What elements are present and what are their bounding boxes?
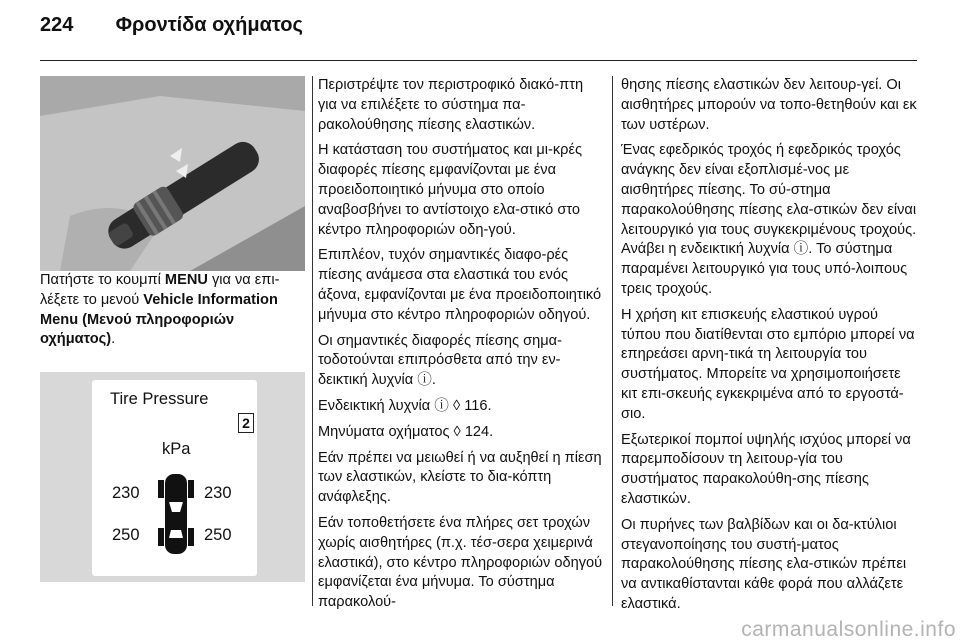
paragraph: Περιστρέψτε τον περιστροφικό διακό-πτη για να επιλέξετε το σύστημα πα-ρακολούθησης πίεσης ελαστικών. (318, 77, 584, 133)
pressure-front-right: 230 (204, 484, 232, 503)
paragraph: Εάν πρέπει να μειωθεί ή να αυξηθεί η πίεση των ελαστικών, κλείστε το δια-κόπτη ανάφλεξης. (318, 449, 602, 506)
column-divider-1 (312, 76, 313, 606)
column-divider-2 (612, 76, 613, 606)
pressure-rear-right: 250 (204, 526, 232, 545)
display-title: Tire Pressure (110, 390, 209, 409)
paragraph: Επιπλέον, τυχόν σημαντικές διαφο-ρές πίεσης ανάμεσα στα ελαστικά του ενός άξονα, εμφανίζονται με ένα προειδοποιητικό μήνυμα στο κέντρο πληροφοριών οδηγού. (318, 247, 602, 323)
column-2 (318, 76, 605, 619)
paragraph: Οι σημαντικές διαφορές πίεσης σημα-τοδοτούνται επιπρόσθετα από την εν-δεικτική λυχνία ⓘ. (318, 332, 562, 389)
page-header (40, 14, 303, 37)
page-indicator: 2 (238, 413, 254, 433)
unit-label: kPa (162, 440, 191, 459)
column-1 (40, 76, 305, 582)
reference-vehicle-messages[interactable]: Μηνύματα οχήματος ◊ 124. (318, 423, 494, 440)
pressure-front-left: 230 (112, 484, 140, 503)
page-title: Φροντίδα οχήματος (115, 14, 303, 36)
stalk-illustration (40, 76, 305, 271)
paragraph: Η κατάσταση του συστήματος και μι-κρές διαφορές πίεσης εμφανίζονται με ένα προειδοποιητικό μήνυμα στο οποίο αναβοσβήνει το αντίστοιχο ελα-στικό στο κέντρο πληροφοριών οδη-γού. (318, 142, 583, 238)
column-3 (621, 76, 919, 621)
paragraph: Η χρήση κιτ επισκευής ελαστικού υγρού τύπου που διατίθενται στο εμπόριο μπορεί να επηρεάσει αρνη-τικά τη λειτουργία του συστήματος. Μπορείτε να χρησιμοποιήσετε κιτ επι-σκευής εγκεκριμένα από το εργοστά-σιο. (621, 306, 915, 422)
figure-caption: Πατήστε το κουμπί MENU για να επι-λέξετε το μενού Vehicle Information Menu (Μενού πληροφοριών οχήματος). (40, 272, 280, 348)
watermark: carmanualsonline.info (741, 618, 956, 641)
pressure-rear-left: 250 (112, 526, 140, 545)
header-rule (40, 60, 917, 61)
paragraph: Οι πυρήνες των βαλβίδων και οι δα-κτύλιοι στεγανοποίησης του συστή-ματος παρακολούθησης πίεσης ελα-στικών πρέπει να αντικαθίστανται κάθε φορά που αλλάζετε ελαστικά. (621, 516, 907, 612)
stalk-photo (40, 76, 305, 271)
vehicle-info-menu-label: Vehicle Information Menu (Μενού πληροφοριών οχήματος) (40, 291, 278, 348)
paragraph: Ένας εφεδρικός τροχός ή εφεδρικός τροχός ανάγκης δεν είναι εξοπλισμέ-νος με αισθητήρες πίεσης. Το σύ-στημα παρακολούθησης πίεσης ελα-στικών δεν είναι λειτουργικό για τους συγκεκριμένους τροχούς. Ανάβει η ενδεικτική λυχνία ⓘ. Το σύστημα παραμένει λειτουργικό για τους υπό-λοιπους τρεις τροχούς. (621, 142, 917, 297)
page-number: 224 (40, 14, 74, 36)
menu-button-label: MENU (164, 272, 208, 288)
paragraph: Εξωτερικοί πομποί υψηλής ισχύος μπορεί να παρεμποδίσουν τη λειτουρ-γία του συστήματος παρακολούθη-σης πίεσης ελαστικών. (621, 431, 911, 507)
paragraph: Εάν τοποθετήσετε ένα πλήρες σετ τροχών χωρίς αισθητήρες (π.χ. τέσ-σερα χειμερινά ελαστικά), στο κέντρο πληροφοριών οδηγού εμφανίζεται ένα μήνυμα. Το σύστημα παρακολού- (318, 514, 603, 611)
tire-pressure-display (40, 372, 305, 582)
car-top-view-icon (154, 472, 198, 556)
reference-warning-light[interactable]: Ενδεικτική λυχνία ⓘ ◊ 116. (318, 397, 492, 414)
display-screen (92, 380, 257, 576)
paragraph: θησης πίεσης ελαστικών δεν λειτουρ-γεί. Οι αισθητήρες μπορούν να τοπο-θετηθούν και εκ των υστέρων. (621, 77, 917, 133)
